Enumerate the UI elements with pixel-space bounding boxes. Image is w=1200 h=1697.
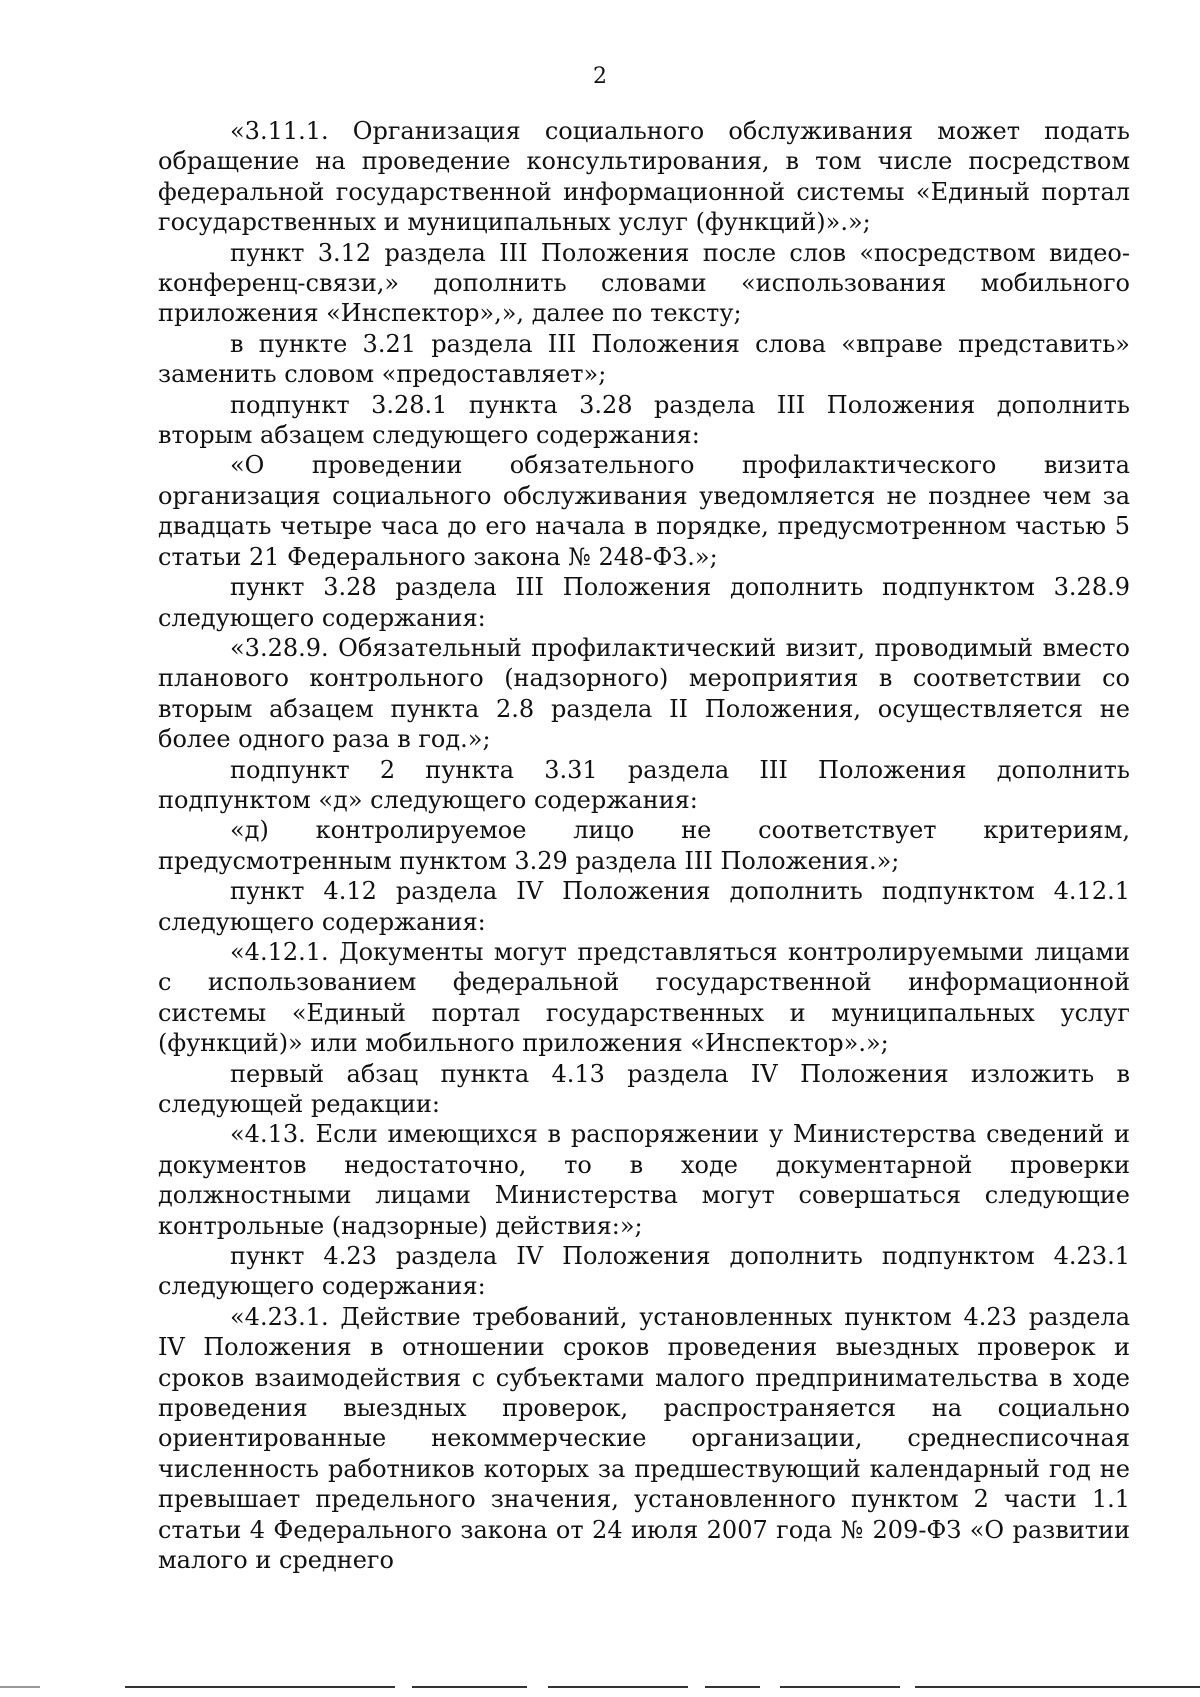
paragraph: пункт 4.12 раздела IV Положения дополнить подпунктом 4.12.1 следующего содержания:	[158, 877, 1130, 936]
paragraph: «3.28.9. Обязательный профилактический визит, проводимый вместо планового контрольного (надзорного) мероприятия в соответствии со вторым абзацем пункта 2.8 раздела II Положения, осуществляется не более одного раза в год.»;	[158, 633, 1130, 754]
paragraph: подпункт 2 пункта 3.31 раздела III Положения дополнить подпунктом «д» следующего содержания:	[158, 755, 1130, 814]
scan-line-segment	[548, 1686, 688, 1688]
scan-line-segment	[915, 1686, 1200, 1688]
scan-line-segment	[125, 1686, 395, 1688]
paragraph: «3.11.1. Организация социального обслуживания может подать обращение на проведение консультирования, в том числе посредством федеральной государственной информационной системы «Единый портал государственных и муниципальных услуг (функций)».»;	[158, 117, 1130, 237]
paragraph: «4.12.1. Документы могут представляться контролируемыми лицами с использованием федеральной государственной информационной системы «Единый портал государственных и муниципальных услуг (функций)» или мобильного приложения «Инспектор».»;	[158, 937, 1130, 1058]
document-body	[158, 116, 1130, 1576]
scan-line-segment	[0, 1686, 40, 1688]
paragraph: первый абзац пункта 4.13 раздела IV Положения изложить в следующей редакции:	[158, 1059, 1130, 1118]
paragraph: в пункте 3.21 раздела III Положения слова «вправе представить» заменить словом «предоставляет»;	[158, 329, 1130, 389]
paragraph: «д) контролируемое лицо не соответствует критериям, предусмотренным пунктом 3.29 раздела III Положения.»;	[158, 816, 1130, 875]
scan-line-segment	[705, 1686, 760, 1688]
paragraph: пункт 4.23 раздела IV Положения дополнить подпунктом 4.23.1 следующего содержания:	[158, 1242, 1130, 1301]
paragraph: «О проведении обязательного профилактического визита организация социального обслуживания уведомляется не позднее чем за двадцать четыре часа до его начала в порядке, предусмотренном частью 5 статьи 21 Федерального закона № 248-ФЗ.»;	[158, 451, 1130, 571]
paragraph: подпункт 3.28.1 пункта 3.28 раздела III Положения дополнить вторым абзацем следующего содержания:	[158, 390, 1130, 450]
page-number: 2	[593, 64, 607, 89]
paragraph: «4.13. Если имеющихся в распоряжении у Министерства сведений и документов недостаточно, то в ходе документарной проверки должностными лицами Министерства могут совершаться следующие контрольные (надзорные) действия:»;	[158, 1120, 1130, 1240]
paragraph: «4.23.1. Действие требований, установленных пунктом 4.23 раздела IV Положения в отношении сроков проведения выездных проверок и сроков взаимодействия с субъектами малого предпринимательства в ходе проведения выездных проверок, распространяется на социально ориентированные некоммерческие организации, среднесписочная численность работников которых за предшествующий календарный год не превышает предельного значения, установленного пунктом 2 части 1.1 статьи 4 Федерального закона от 24 июля 2007 года № 209-ФЗ «О развитии малого и среднего	[158, 1302, 1130, 1575]
scan-line-segment	[412, 1686, 527, 1688]
scan-line-segment	[780, 1686, 900, 1688]
paragraph: пункт 3.12 раздела III Положения после слов «посредством видео-конференц-связи,» дополнить словами «использования мобильного приложения «Инспектор»,», далее по тексту;	[158, 238, 1130, 328]
paragraph: пункт 3.28 раздела III Положения дополнить подпунктом 3.28.9 следующего содержания:	[158, 573, 1130, 632]
